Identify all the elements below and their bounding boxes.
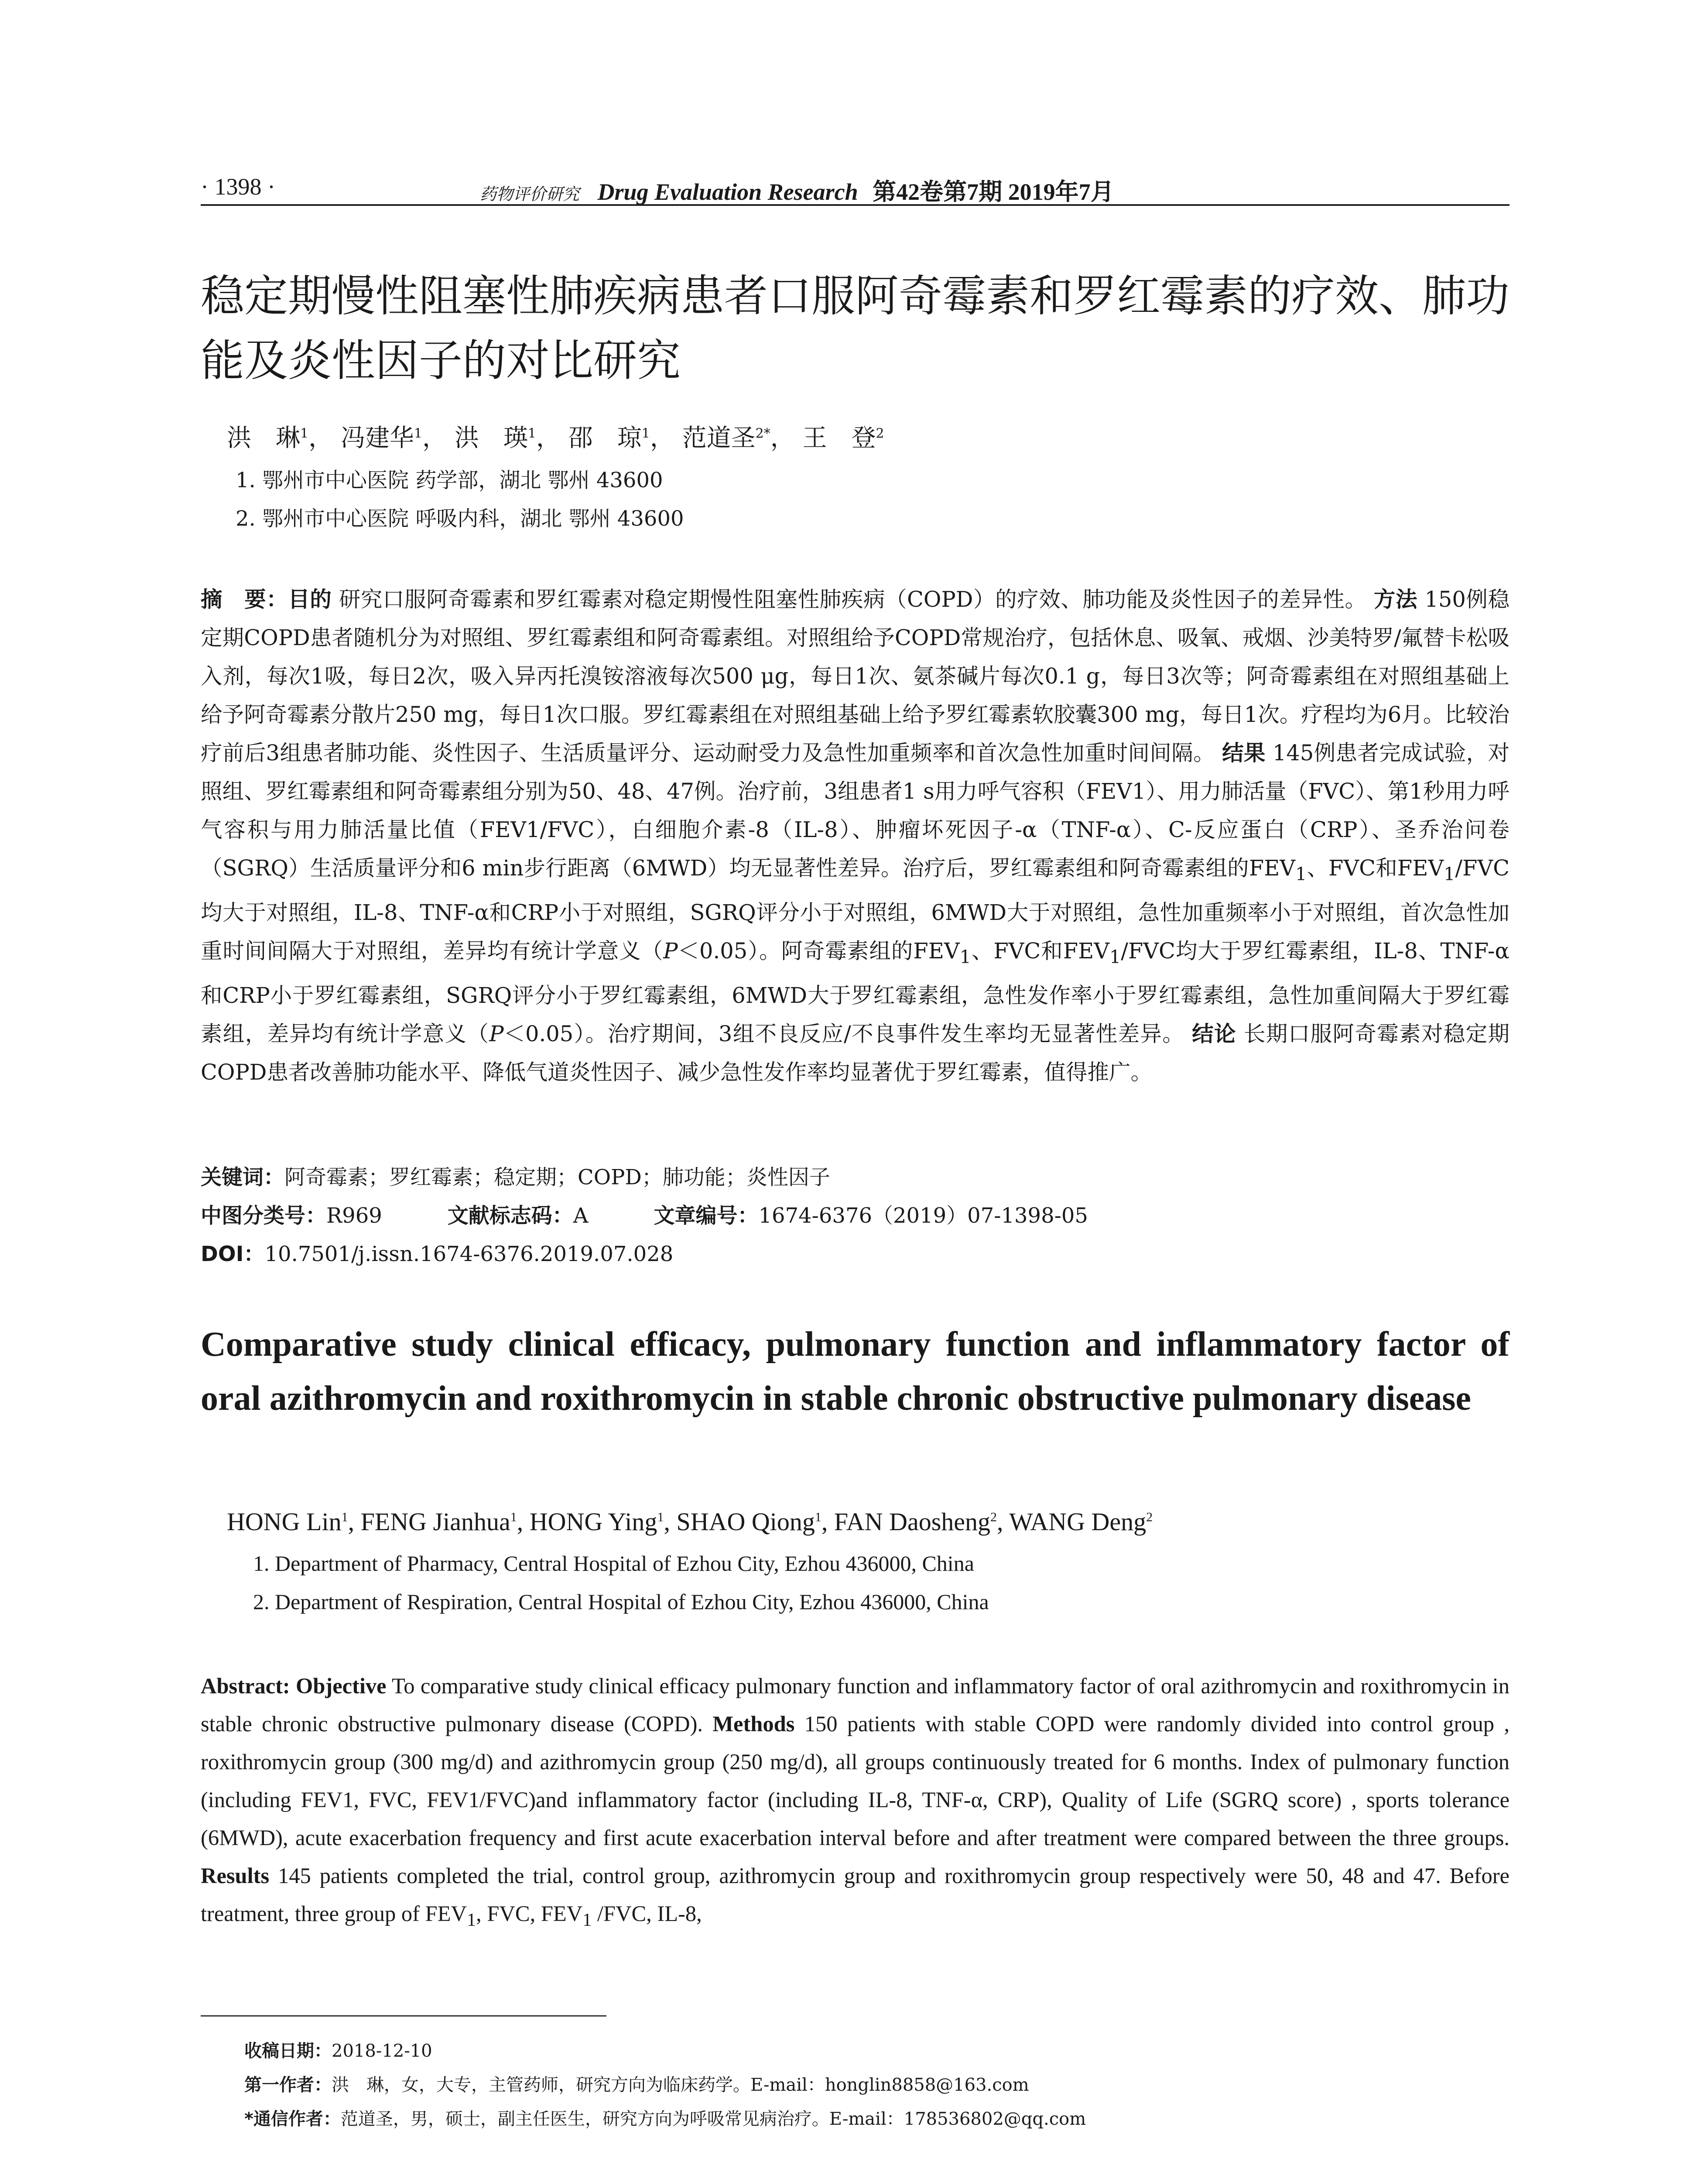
results-text: /FVC均大于对照组，IL-8、TNF-α和CRP小于对照组，SGRQ评分小于对照组，6MWD大于对照组，急性加重频率小于对照组，首次急性加重时间间隔大于对照组，差异均有统计学意义（ xyxy=(201,855,1509,964)
abstract-en xyxy=(201,1667,1509,1939)
p-symbol: P xyxy=(663,938,678,964)
subscript: 1 xyxy=(1109,946,1121,967)
results-text: 145例患者完成试验，对照组、罗红霉素组和阿奇霉素组分别为50、48、47例。治疗前，3组患者1 s用力呼气容积（FEV1）、用力肺活量（FVC）、第1秒用力呼气容积与用力肺活量比值（FEV1/FVC），白细胞介素-8（IL-8）、肿瘤坏死因子-α（TNF-α）、C-反应蛋白（CRP）、圣乔治问卷（SGRQ）生活质量评分和6 min步行距离（6MWD）均无显著性差异。治疗后，罗红霉素组和阿奇霉素组的FEV xyxy=(201,740,1509,881)
doccode-value: A xyxy=(573,1203,589,1228)
author-aff: 2 xyxy=(876,426,884,441)
results-text: 、FVC和FEV xyxy=(971,938,1109,964)
keywords-cn xyxy=(201,1160,830,1190)
author-aff: 1 xyxy=(510,1510,517,1525)
header-rule xyxy=(201,204,1509,206)
author-aff: 1 xyxy=(657,1510,664,1525)
subscript: 1 xyxy=(582,1910,592,1931)
classification-line xyxy=(201,1199,1088,1229)
doi-value: 10.7501/j.issn.1674-6376.2019.07.028 xyxy=(264,1242,674,1266)
page-number: · 1398 · xyxy=(201,174,275,200)
author: FAN Daosheng xyxy=(834,1508,991,1536)
objective-label-en: Objective xyxy=(296,1674,387,1698)
footnote-received xyxy=(244,2037,432,2062)
results-text-en: 145 patients completed the trial, control group, azithromycin group and roxithromycin group respectively were 50, 48 and 47. Before treatment, three group of FEV xyxy=(201,1863,1510,1926)
received-value: 2018-12-10 xyxy=(332,2041,432,2061)
keywords-label: 关键词： xyxy=(201,1165,285,1190)
authors-en: HONG Lin$^1$, FENG Jianhua$^1$, HONG Ying$^1$, SHAO Qiong$^1$, FAN Daosheng$^2$, WANG Deng$^2$ xyxy=(227,1508,1153,1536)
affiliation-cn-1: 1. 鄂州市中心医院 药学部，湖北 鄂州 43600 xyxy=(236,468,663,492)
subscript: 1 xyxy=(467,1910,476,1931)
footnote-first-author xyxy=(244,2071,1029,2096)
author: WANG Deng xyxy=(1009,1508,1147,1536)
abstract-label-en: Abstract: xyxy=(201,1674,290,1698)
footnote-corresponding xyxy=(244,2105,1086,2130)
results-text-en: /FVC, IL-8, xyxy=(592,1901,702,1926)
article-label: 文章编号： xyxy=(654,1203,759,1228)
clc-value: R969 xyxy=(326,1203,382,1228)
author: 洪 琳 xyxy=(227,424,300,452)
results-text-en: , FVC, FEV xyxy=(476,1901,583,1926)
results-text: 、FVC和FEV xyxy=(1307,855,1444,881)
doi-label: DOI： xyxy=(201,1242,265,1266)
affiliation-cn-2: 2. 鄂州市中心医院 呼吸内科，湖北 鄂州 43600 xyxy=(236,506,684,531)
author-aff: 1 xyxy=(641,426,650,441)
results-label-en: Results xyxy=(201,1863,270,1888)
author-aff: 1 xyxy=(300,426,309,441)
footnote-rule xyxy=(201,2015,606,2017)
subscript: 1 xyxy=(1295,863,1307,885)
affiliation-en-1: 1. Department of Pharmacy, Central Hospital of Ezhou City, Ezhou 436000, China xyxy=(253,1551,974,1576)
affiliation-en-2: 2. Department of Respiration, Central Hospital of Ezhou City, Ezhou 436000, China xyxy=(253,1590,989,1614)
methods-label: 方法 xyxy=(1373,587,1418,612)
subscript: 1 xyxy=(1444,863,1455,885)
methods-text: 150例稳定期COPD患者随机分为对照组、罗红霉素组和阿奇霉素组。对照组给予COPD常规治疗，包括休息、吸氧、戒烟、沙美特罗/氟替卡松吸入剂，每次1吸，每日2次，吸入异丙托溴铵溶液每次500 μg，每日1次、氨茶碱片每次0.1 g，每日3次等；阿奇霉素组在对照组基础上给予阿奇霉素分散片250 mg，每日1次口服。罗红霉素组在对照组基础上给予罗红霉素软胶囊300 mg，每日1次。疗程均为6月。比较治疗前后3组患者肺功能、炎性因子、生活质量评分、运动耐受力及急性加重频率和首次急性加重时间间隔。 xyxy=(201,587,1510,766)
results-text: ＜0.05）。阿奇霉素组的FEV xyxy=(678,938,960,964)
author: 洪 瑛 xyxy=(454,424,528,452)
abstract-cn xyxy=(201,580,1509,1091)
author-aff: 1 xyxy=(815,1510,821,1525)
results-label: 结果 xyxy=(1222,740,1266,766)
author: 邵 琼 xyxy=(568,424,642,452)
objective-label: 目的 xyxy=(288,587,332,612)
author: SHAO Qiong xyxy=(676,1508,815,1536)
corresponding-value: 范道圣，男，硕士，副主任医生，研究方向为呼吸常见病治疗。E-mail：178536802@qq.com xyxy=(340,2109,1086,2129)
first-author-label: 第一作者： xyxy=(244,2075,332,2095)
author-aff: 1 xyxy=(527,426,536,441)
author: FENG Jianhua xyxy=(360,1508,510,1536)
first-author-value: 洪 琳，女，大专，主管药师，研究方向为临床药学。E-mail：honglin8858@163.com xyxy=(332,2075,1029,2095)
p-symbol: P xyxy=(489,1021,504,1046)
author-aff: 2 xyxy=(990,1510,997,1525)
methods-text-en: 150 patients with stable COPD were randomly divided into control group , roxithromycin group (300 mg/d) and azithromycin group (250 mg/d), all groups continuously treated for 6 months. Index of pulmonary function (including FEV1, FVC, FEV1/FVC)and inflammatory factor (including IL-8, TNF-α, CRP), Quality of Life (SGRQ score) , sports tolerance (6MWD), acute exacerbation frequency and first acute exacerbation interval before and after treatment were compared between the three groups. xyxy=(201,1712,1510,1850)
received-label: 收稿日期： xyxy=(244,2041,332,2061)
author: 冯建华 xyxy=(340,424,414,452)
methods-label-en: Methods xyxy=(712,1712,795,1736)
article-value: 1674-6376（2019）07-1398-05 xyxy=(758,1203,1088,1228)
author: HONG Ying xyxy=(529,1508,657,1536)
author: HONG Lin xyxy=(227,1508,342,1536)
corresponding-label: *通信作者： xyxy=(244,2109,341,2129)
keywords-text: 阿奇霉素；罗红霉素；稳定期；COPD；肺功能；炎性因子 xyxy=(284,1165,830,1190)
journal-name-cn: 药物评价研究 xyxy=(480,185,580,204)
results-text: /FVC均大于罗红霉素组，IL-8、TNF-α和CRP小于罗红霉素组，SGRQ评分小于罗红霉素组，6MWD大于罗红霉素组，急性发作率小于罗红霉素组，急性加重间隔大于罗红霉素组，差异均有统计学意义（ xyxy=(201,938,1509,1046)
running-header xyxy=(201,168,1509,207)
objective-text-en: To comparative study clinical efficacy pulmonary function and inflammatory factor of oral azithromycin and roxithromycin in stable chronic obstructive pulmonary disease (COPD). xyxy=(201,1674,1509,1736)
subscript: 1 xyxy=(959,946,971,967)
author-aff: 2 xyxy=(1146,1510,1153,1525)
author: 范道圣 xyxy=(682,424,756,452)
objective-text: 研究口服阿奇霉素和罗红霉素对稳定期慢性阻塞性肺疾病（COPD）的疗效、肺功能及炎性因子的差异性。 xyxy=(339,587,1367,612)
journal-volume: 第42卷第7期 2019年7月 xyxy=(873,179,1114,205)
doccode-label: 文献标志码： xyxy=(447,1203,573,1228)
clc-label: 中图分类号： xyxy=(201,1203,327,1228)
title-en: Comparative study clinical efficacy, pulmonary function and inflammatory factor of oral azithromycin and roxithromycin in stable chronic obstructive pulmonary disease xyxy=(201,1325,1509,1418)
title-cn: 稳定期慢性阻塞性肺疾病患者口服阿奇霉素和罗红霉素的疗效、肺功能及炎性因子的对比研究 xyxy=(201,270,1509,386)
authors-cn: 洪 琳$^1$， 冯建华$^1$， 洪 瑛$^1$， 邵 琼$^1$， 范道圣$^{2*}$， 王 登$^2$ xyxy=(227,424,884,452)
conclusion-text: 长期口服阿奇霉素对稳定期COPD患者改善肺功能水平、降低气道炎性因子、减少急性发作率均显著优于罗红霉素，值得推广。 xyxy=(201,1021,1510,1085)
doi-line xyxy=(201,1237,673,1267)
author-aff: 2* xyxy=(755,426,770,441)
results-text: ＜0.05）。治疗期间，3组不良反应/不良事件发生率均无显著性差异。 xyxy=(503,1021,1185,1046)
author: 王 登 xyxy=(802,424,876,452)
abstract-label: 摘 要： xyxy=(201,587,288,612)
author-aff: 1 xyxy=(414,426,422,441)
journal-line xyxy=(480,173,1114,207)
conclusion-label: 结论 xyxy=(1192,1021,1236,1046)
author-aff: 1 xyxy=(341,1510,348,1525)
journal-name-en: Drug Evaluation Research xyxy=(597,179,858,205)
